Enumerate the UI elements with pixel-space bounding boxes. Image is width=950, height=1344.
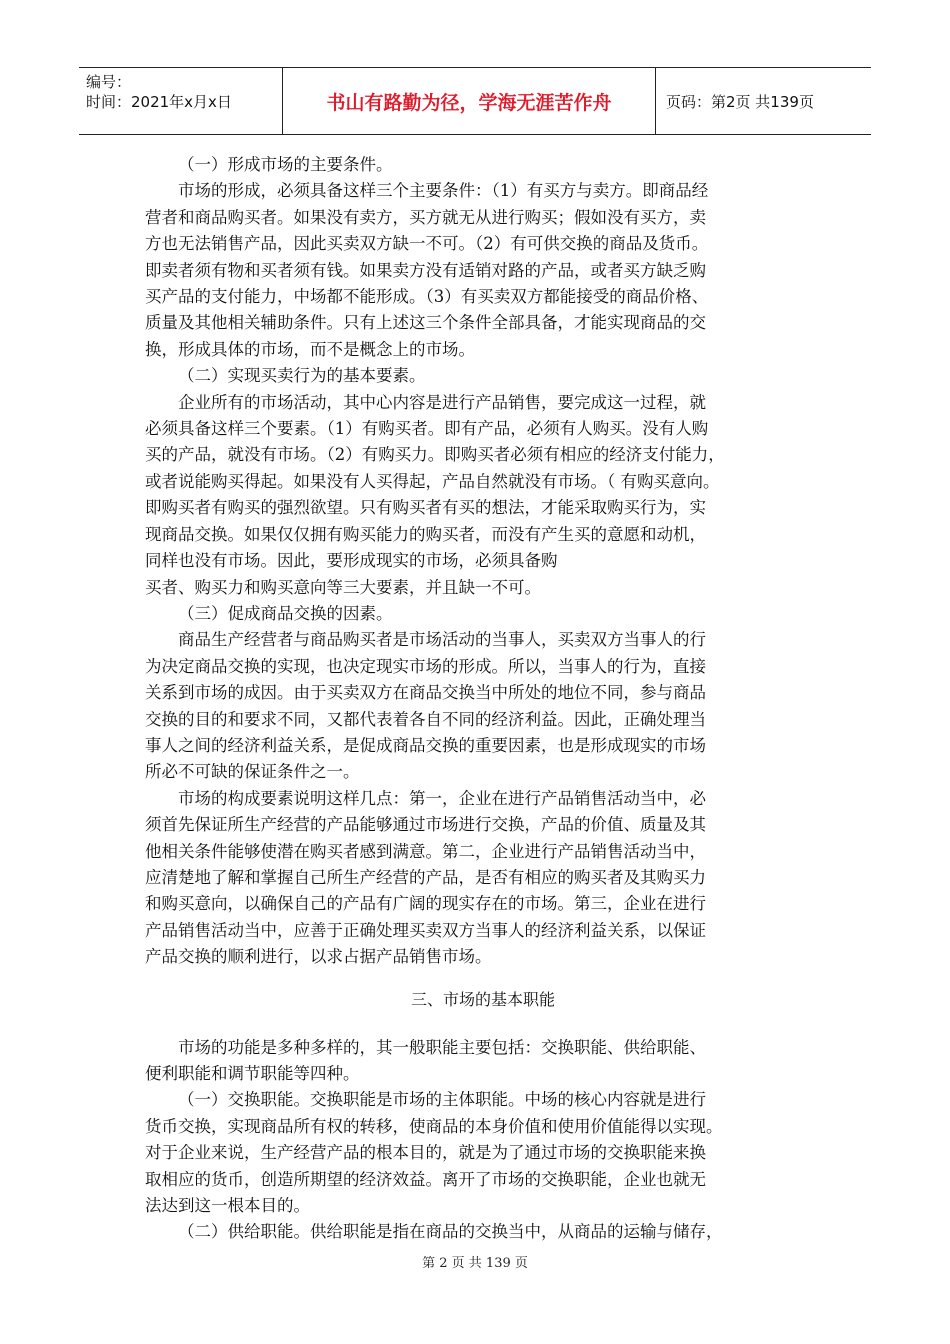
- text-line: 必须具备这样三个要素。（1）有购买者。即有产品，必须有人购买。没有人购: [145, 419, 709, 439]
- paragraph: [145, 601, 821, 627]
- text-line: 为决定商品交换的实现，也决定现实市场的形成。所以，当事人的行为，直接: [145, 656, 706, 676]
- page-header: [79, 67, 871, 135]
- text-line: （二）供给职能。供给职能是指在商品的交换当中，从商品的运输与储存，: [178, 1222, 723, 1242]
- paragraph: [145, 1035, 821, 1088]
- paragraph: [145, 152, 821, 178]
- text-line: 货币交换，实现商品所有权的转移，使商品的本身价值和使用价值能得以实现。: [145, 1116, 723, 1136]
- section-three-body: [145, 1035, 821, 1246]
- paragraph: [145, 363, 821, 389]
- text-line: 企业所有的市场活动，其中心内容是进行产品销售，要完成这一过程，就: [178, 392, 706, 412]
- text-line: 买的产品，就没有市场。（2）有购买力。即购买者必须有相应的经济支付能力，: [145, 445, 725, 465]
- text-line: 市场的构成要素说明这样几点：第一，企业在进行产品销售活动当中，必: [178, 788, 706, 808]
- text-line: 和购买意向，以确保自己的产品有广阔的现实存在的市场。第三，企业在进行: [145, 894, 706, 914]
- text-line: 他相关条件能够使潜在购买者感到满意。第二，企业进行产品销售活动当中，: [145, 841, 706, 861]
- text-line: 营者和商品购买者。如果没有卖方，买方就无从进行购买；假如没有买方，卖: [145, 207, 706, 227]
- text-line: 质量及其他相关辅助条件。只有上述这三个条件全部具备，才能实现商品的交: [145, 313, 706, 333]
- text-line: 便利职能和调节职能等四种。: [145, 1064, 360, 1083]
- text-line: 事人之间的经济利益关系，是促成商品交换的重要因素，也是形成现实的市场: [145, 735, 706, 755]
- text-line: 方也无法销售产品，因此买卖双方缺一不可。（2）有可供交换的商品及货币。: [145, 234, 709, 254]
- text-line: （二）实现买卖行为的基本要素。: [178, 366, 426, 386]
- text-line: 市场的功能是多种多样的，其一般职能主要包括：交换职能、供给职能、: [178, 1037, 706, 1057]
- text-line: 买产品的支付能力，中场都不能形成。（3）有买卖双方都能接受的商品价格、: [145, 287, 709, 307]
- text-line: 产品销售活动当中，应善于正确处理买卖双方当事人的经济利益关系，以保证: [145, 920, 706, 940]
- paragraph: [145, 178, 821, 363]
- text-line: 现商品交换。如果仅仅拥有购买能力的购买者，而没有产生买的意愿和动机，: [145, 524, 706, 544]
- text-line: 对于企业来说，生产经营产品的根本目的，就是为了通过市场的交换职能来换: [145, 1143, 706, 1163]
- header-motto: 书山有路勤为径，学海无涯苦作舟: [283, 68, 656, 134]
- paragraph: [145, 786, 821, 971]
- text-line: 即购买者有购买的强烈欲望。只有购买者有买的想法，才能采取购买行为，实: [145, 498, 706, 518]
- text-line: （一）交换职能。交换职能是市场的主体职能。中场的核心内容就是进行: [178, 1090, 706, 1110]
- section-heading: 三、市场的基本职能: [410, 989, 555, 1009]
- paragraph: [145, 390, 821, 601]
- text-line: 换，形成具体的市场，而不是概念上的市场。: [145, 339, 475, 359]
- section-two-body: [145, 152, 821, 971]
- header-meta: [79, 68, 283, 134]
- time-label: 时间：2021年x月x日: [86, 93, 232, 111]
- paragraph: [145, 1087, 821, 1219]
- text-line: 或者说能购买得起。如果没有人买得起，产品自然就没有市场。（ 有购买意向。: [145, 471, 720, 491]
- number-label: 编号：: [86, 73, 132, 91]
- text-line: 产品交换的顺利进行，以求占据产品销售市场。: [145, 947, 492, 967]
- header-page-info: 页码：第2页 共139页: [666, 92, 814, 111]
- text-line: （一）形成市场的主要条件。: [178, 155, 393, 174]
- text-line: 所必不可缺的保证条件之一。: [145, 762, 360, 782]
- text-line: 取相应的货币，创造所期望的经济效益。离开了市场的交换职能，企业也就无: [145, 1169, 706, 1189]
- paragraph: [145, 627, 821, 785]
- text-line: 商品生产经营者与商品购买者是市场活动的当事人，买卖双方当事人的行: [178, 630, 706, 650]
- text-line: 关系到市场的成因。由于买卖双方在商品交换当中所处的地位不同，参与商品: [145, 683, 706, 703]
- text-line: 交换的目的和要求不同，又都代表着各自不同的经济利益。因此，正确处理当: [145, 709, 706, 729]
- text-line: 法达到这一根本目的。: [145, 1196, 310, 1216]
- document-body: [145, 152, 821, 1246]
- page-footer: 第 2 页 共 139 页: [422, 1256, 528, 1271]
- text-line: 市场的形成，必须具备这样三个主要条件：（1）有买方与卖方。即商品经: [178, 181, 709, 201]
- text-line: 同样也没有市场。因此，要形成现实的市场，必须具备购: [145, 551, 558, 571]
- text-line: 即卖者须有物和买者须有钱。如果卖方没有适销对路的产品，或者买方缺乏购: [145, 260, 706, 280]
- text-line: 应清楚地了解和掌握自己所生产经营的产品，是否有相应的购买者及其购买力: [145, 867, 706, 887]
- paragraph: [145, 1219, 821, 1245]
- text-line: 买者、购买力和购买意向等三大要素，并且缺一不可。: [145, 577, 541, 597]
- text-line: （三）促成商品交换的因素。: [178, 603, 393, 623]
- text-line: 须首先保证所生产经营的产品能够通过市场进行交换，产品的价值、质量及其: [145, 815, 706, 835]
